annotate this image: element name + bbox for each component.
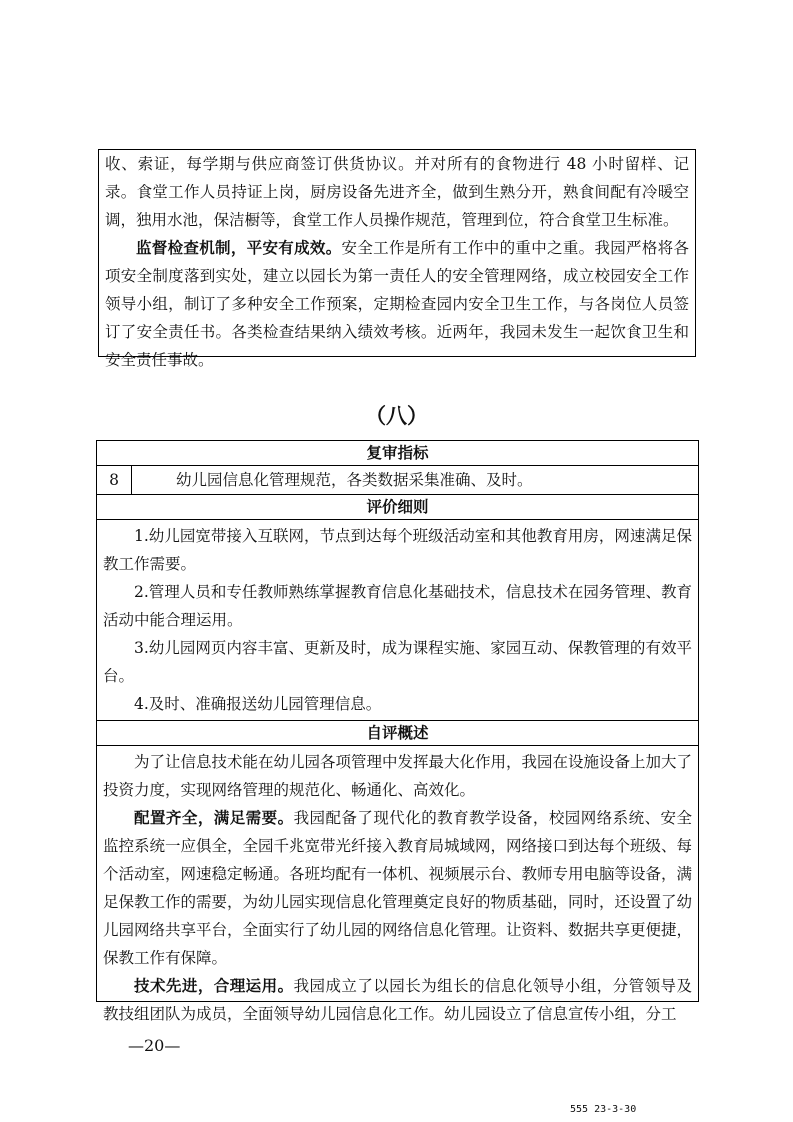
paragraph-text: 我园成立了以园长为组长的信息化领导小组，分管领导及教技组团队为成员，全面领导幼儿园信息化工作。幼儿园设立了信息宣传小组，分工	[103, 977, 692, 1023]
review-indicator-header: 复审指标	[97, 441, 698, 466]
criteria-item: 4.及时、准确报送幼儿园管理信息。	[134, 695, 382, 713]
indicator-number: 8	[97, 466, 132, 494]
paragraph-text: 我园配备了现代化的教育教学设备，校园网络系统、安全监控系统一应俱全，全园千兆宽带光纤接入教育局城域网，网络接口到达每个班级、每个活动室，网速稳定畅通。各班均配有一体机、视频展示台、教师专用电脑等设备，满足保教工作的需要，为幼儿园实现信息化管理奠定良好的物质基础，同时，还设置了幼儿园网络共享平台，全面实行了幼儿园的网络信息化管理。让资料、数据共享更便捷，保教工作有保障。	[103, 809, 693, 967]
criteria-item: 2.管理人员和专任教师熟练掌握教育信息化基础技术，信息技术在园务管理、教育活动中能合理运用。	[103, 583, 692, 629]
review-table	[96, 440, 699, 1023]
continuation-box	[98, 149, 696, 369]
bold-lead: 技术先进，合理运用。	[134, 976, 294, 995]
criteria-header: 评价细则	[97, 495, 698, 520]
page-number: —20—	[128, 1036, 181, 1055]
section-title: （八）	[365, 403, 428, 428]
indicator-row	[97, 466, 698, 495]
criteria-cell	[97, 520, 698, 721]
footer-stamp: 555 23-3-30	[570, 1104, 637, 1115]
paragraph: 收、索证，每学期与供应商签订供货协议。并对所有的食物进行 48 小时留样、记录。食堂工作人员持证上岗，厨房设备先进齐全，做到生熟分开，熟食间配有冷暖空调，独用水池，保洁橱等，食堂工作人员操作规范，管理到位，符合食堂卫生标准。	[105, 155, 689, 229]
criteria-item: 3.幼儿园网页内容丰富、更新及时，成为课程实施、家园互动、保教管理的有效平台。	[103, 639, 692, 685]
paragraph	[103, 804, 692, 972]
self-eval-cell	[97, 746, 698, 1030]
criteria-item: 1.幼儿园宽带接入互联网，节点到达每个班级活动室和其他教育用房，网速满足保教工作需要。	[103, 527, 692, 573]
bold-lead: 配置齐全，满足需要。	[134, 808, 294, 827]
paragraph: 为了让信息技术能在幼儿园各项管理中发挥最大化作用，我园在设施设备上加大了投资力度，实现网络管理的规范化、畅通化、高效化。	[103, 753, 693, 799]
indicator-text: 幼儿园信息化管理规范，各类数据采集准确、及时。	[176, 471, 533, 489]
paragraph	[105, 234, 689, 374]
paragraph-text: 安全工作是所有工作中的重中之重。我园严格将各项安全制度落到实处，建立以园长为第一责任人的安全管理网络，成立校园安全工作领导小组，制订了多种安全工作预案，定期检查园内安全卫生工作，与各岗位人员签订了安全责任书。各类检查结果纳入绩效考核。近两年，我园未发生一起饮食卫生和安全责任事故。	[105, 239, 689, 369]
self-eval-header: 自评概述	[97, 721, 698, 746]
paragraph	[103, 972, 692, 1028]
bold-lead: 监督检查机制，平安有成效。	[136, 238, 342, 257]
